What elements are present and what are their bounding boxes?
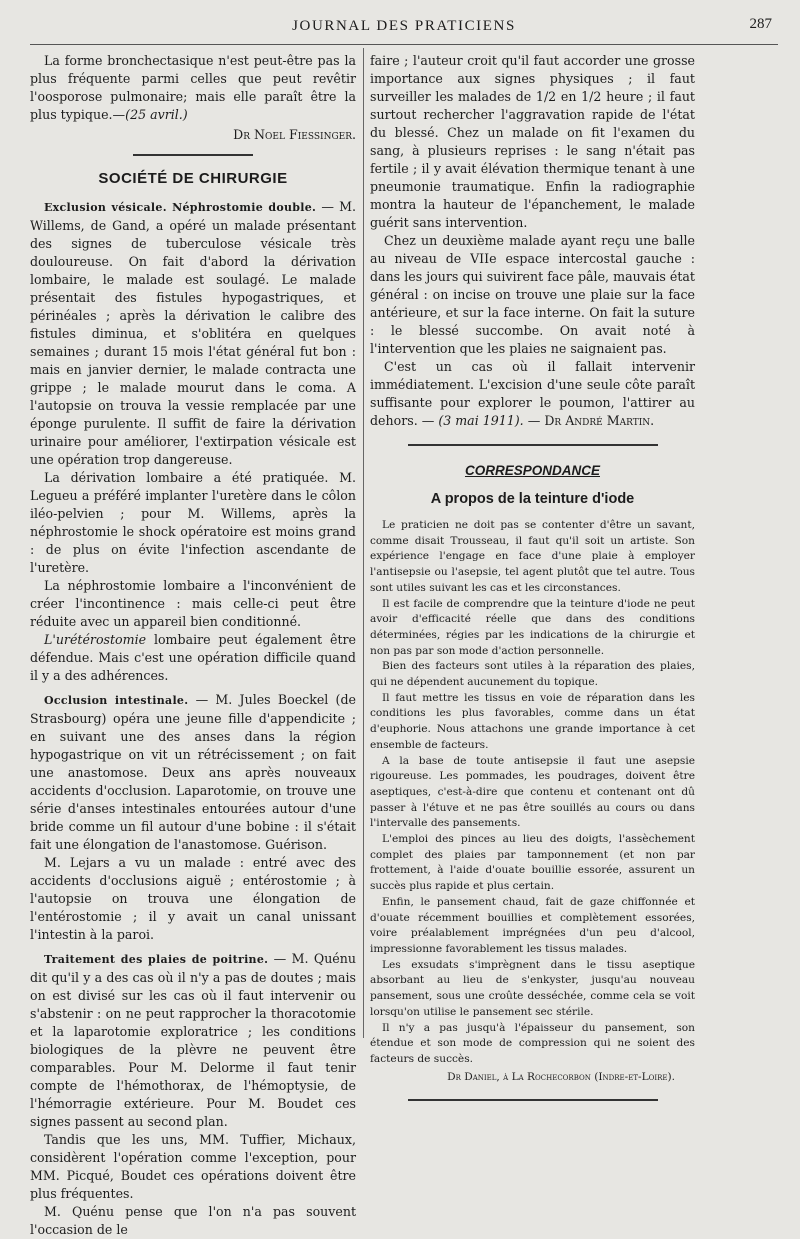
article-paragraph: Il n'y a pas jusqu'à l'épaisseur du pansement, son étendue et son mode de compression qui ne soient des facteurs de succès. [370, 1021, 695, 1065]
article-paragraph: L'emploi des pinces au lieu des doigts, l'assèchement complet des plaies par tamponnement (et non par frottement, à l'aide d'ouate bouillie essorée, assurent un succès plus rapide et plus certain. [370, 833, 695, 893]
article-paragraph: Il est facile de comprendre que la teinture d'iode ne peut avoir d'efficacité réelle que dans des conditions déterminées, régies par les indications de la chirurgie et non pas par son mode d'action personnelle. [370, 597, 695, 657]
deuxieme-paragraph: Chez un deuxième malade ayant reçu une balle au niveau de VIIe espace intercostal gauche : dans les jours qui suivirent face pâle, mauvais état général : on incise on trouve une plaie sur la face antérieure, et sur la face interne. On fait la suture : le blessé succombe. On avait noté à l'intervention que les plaies ne saignaient pas. [370, 233, 695, 356]
article-title: A propos de la teinture d'iode [430, 491, 635, 507]
right-column [370, 52, 695, 1111]
cas-paragraph: C'est un cas où il fallait intervenir immédiatement. L'excision d'une seule côte paraît suffisante pour explorer le poumon, l'attirer au dehors. — (3 mai 1911). — Dr André Martin. [370, 359, 695, 428]
intro-signature: Dr Noel Fiessinger. [233, 127, 356, 142]
cas-date: (3 mai 1911). [438, 413, 524, 428]
continuation-paragraph: faire ; l'auteur croit qu'il faut accorder une grosse importance aux signes physiques ; il faut surveiller les malades de 1/2 en 1/2 heure ; il faut surtout rechercher l'aggravation rapide de l'état du blessé. Chez un malade on fit l'examen du sang, à plusieurs reprises : le sang n'était pas fertile ; il y avait élévation thermique tenant à une pneumonie traumatique. Enfin la radiographie montra la hauteur de l'épanchement, le malade guérit sans intervention. [370, 53, 695, 230]
cas-signature: — Dr André Martin. [527, 413, 655, 428]
exclusion-heading: Exclusion vésicale. Néphrostomie double. [44, 201, 317, 214]
end-rule [408, 1099, 658, 1101]
column-divider [363, 48, 364, 1038]
occlusion-paragraph: Occlusion intestinale. — M. Jules Boeckel (de Strasbourg) opéra une jeune fille d'appendicite ; en suivant une des anses dans la région hypogastrique on vit un rétrécissement ; on fait une anastomose. Deux ans après nouveaux accidents d'occlusion. Laparotomie, on trouve une série d'anses intestinales entourées autour d'une bride comme un fil autour d'une bobine : il s'était fait une élongation de l'anastomose. Guérison. [30, 692, 356, 852]
section-rule [133, 154, 253, 156]
article-paragraph: Enfin, le pansement chaud, fait de gaze chiffonnée et d'ouate récemment bouillies et complètement essorées, voire préalablement imprégnées d'un peu d'alcool, impressionne favorablement les tissus malades. [370, 895, 695, 955]
article-body [370, 518, 695, 1085]
page-header [30, 14, 778, 45]
traitement-heading: Traitement des plaies de poitrine. [44, 953, 269, 966]
section-title: SOCIÉTÉ DE CHIRURGIE [98, 170, 288, 187]
article-signature: Dr Daniel, à La Rochecorbon (Indre-et-Loire). [447, 1070, 675, 1083]
lejars-paragraph: M. Lejars a vu un malade : entré avec des accidents d'occlusions aiguë ; entérostomie ; à l'autopsie on trouva une élongation de l'entérostomie ; il y avait un canal unissant l'intestin à la paroi. [30, 855, 356, 942]
intro-date: (25 avril.) [125, 107, 188, 122]
tandis-paragraph: Tandis que les uns, MM. Tuffier, Michaux, considèrent l'opération comme l'exception, pour MM. Picqué, Boudet ces opérations doivent être plus fréquentes. [30, 1132, 356, 1201]
journal-title: JOURNAL DES PRATICIENS [292, 18, 516, 34]
correspondance-title: CORRESPONDANCE [464, 463, 600, 478]
occlusion-heading: Occlusion intestinale. [44, 694, 189, 707]
quenu-paragraph: M. Quénu pense que l'on n'a pas souvent l'occasion de le [30, 1204, 356, 1237]
traitement-paragraph: Traitement des plaies de poitrine. — M. Quénu dit qu'il y a des cas où il n'y a pas de doutes ; mais on est divisé sur les cas où il faut intervenir ou s'abstenir : on ne peut rapprocher la thoracotomie et la laparotomie exploratrice ; les conditions biologiques de la plèvre ne peuvent être comparables. Pour M. Delorme il faut tenir compte de l'hémothorax, de l'hémoptysie, de l'hémorragie extérieure. Pour M. Boudet ces signes passent au second plan. [30, 951, 356, 1129]
article-paragraph: Il faut mettre les tissus en voie de réparation dans les conditions les plus favorables, comme dans un état d'euphorie. Nous attachons une grande importance à cet ensemble de facteurs. [370, 691, 695, 751]
nephrostomie-paragraph: La néphrostomie lombaire a l'inconvénient de créer l'incontinence : mais celle-ci peut être réduite avec un appareil bien conditionné. [30, 578, 356, 629]
page-number: 287 [749, 16, 772, 32]
article-paragraph: A la base de toute antisepsie il faut une asepsie rigoureuse. Les pommades, les poudrages, doivent être aseptiques, c'est-à-dire que contenu et contenant ont dû passer à l'étuve et ne pas être souillés au cours ou dans l'intervalle des pansements. [370, 754, 695, 830]
article-paragraph: Le praticien ne doit pas se contenter d'être un savant, comme disait Trousseau, il faut qu'il soit un artiste. Son expérience l'engage en face d'une plaie à employer l'antisepsie ou l'asepsie, tel agent plutôt que tel autre. Tous sont utiles suivant les cas et les circonstances. [370, 519, 695, 594]
correspondance-rule [408, 444, 658, 446]
intro-paragraph: La forme bronchectasique n'est peut-être pas la plus fréquente parmi celles que peut revêtir l'oosporose pulmonaire; mais elle paraît être la plus typique.—(25 avril.) [30, 53, 356, 122]
ureterostomie-paragraph: L'urétérostomie lombaire peut également être défendue. Mais c'est une opération difficile quand il y a des adhérences. [30, 632, 356, 683]
article-paragraph: Les exsudats s'imprègnent dans le tissu aseptique absorbant au lieu de s'enkyster, jusqu'au nouveau pansement, sous une croûte desséchée, comme cela se voit lorsqu'on utilise le pansement sec stérile. [370, 958, 695, 1018]
exclusion-paragraph: Exclusion vésicale. Néphrostomie double. — M. Willems, de Gand, a opéré un malade présentant des signes de tuberculose vésicale très douloureuse. On fait d'abord la dérivation lombaire, le malade est soulagé. Le malade présentait des fistules hypogastriques, et périnéales ; après la dérivation le calibre des fistules diminua, et s'oblitéra en quelques semaines ; durant 15 mois l'état général fut bon : mais en janvier dernier, le malade contracta une grippe ; le malade mourut dans le coma. A l'autopsie on trouva la vessie remplacée par une éponge purulente. Il suffit de faire la dérivation urinaire pour améliorer, l'extirpation vésicale est une opération trop dangereuse. [30, 199, 356, 467]
derivation-paragraph: La dérivation lombaire a été pratiquée. M. Legueu a préféré implanter l'uretère dans le côlon iléo-pelvien ; pour M. Willems, après la néphrostomie le shock opératoire est moins grand : de plus on évite l'infection ascendante de l'uretère. [30, 470, 356, 575]
article-paragraph: Bien des facteurs sont utiles à la réparation des plaies, qui ne dépendent aucunement du topique. [370, 660, 695, 689]
